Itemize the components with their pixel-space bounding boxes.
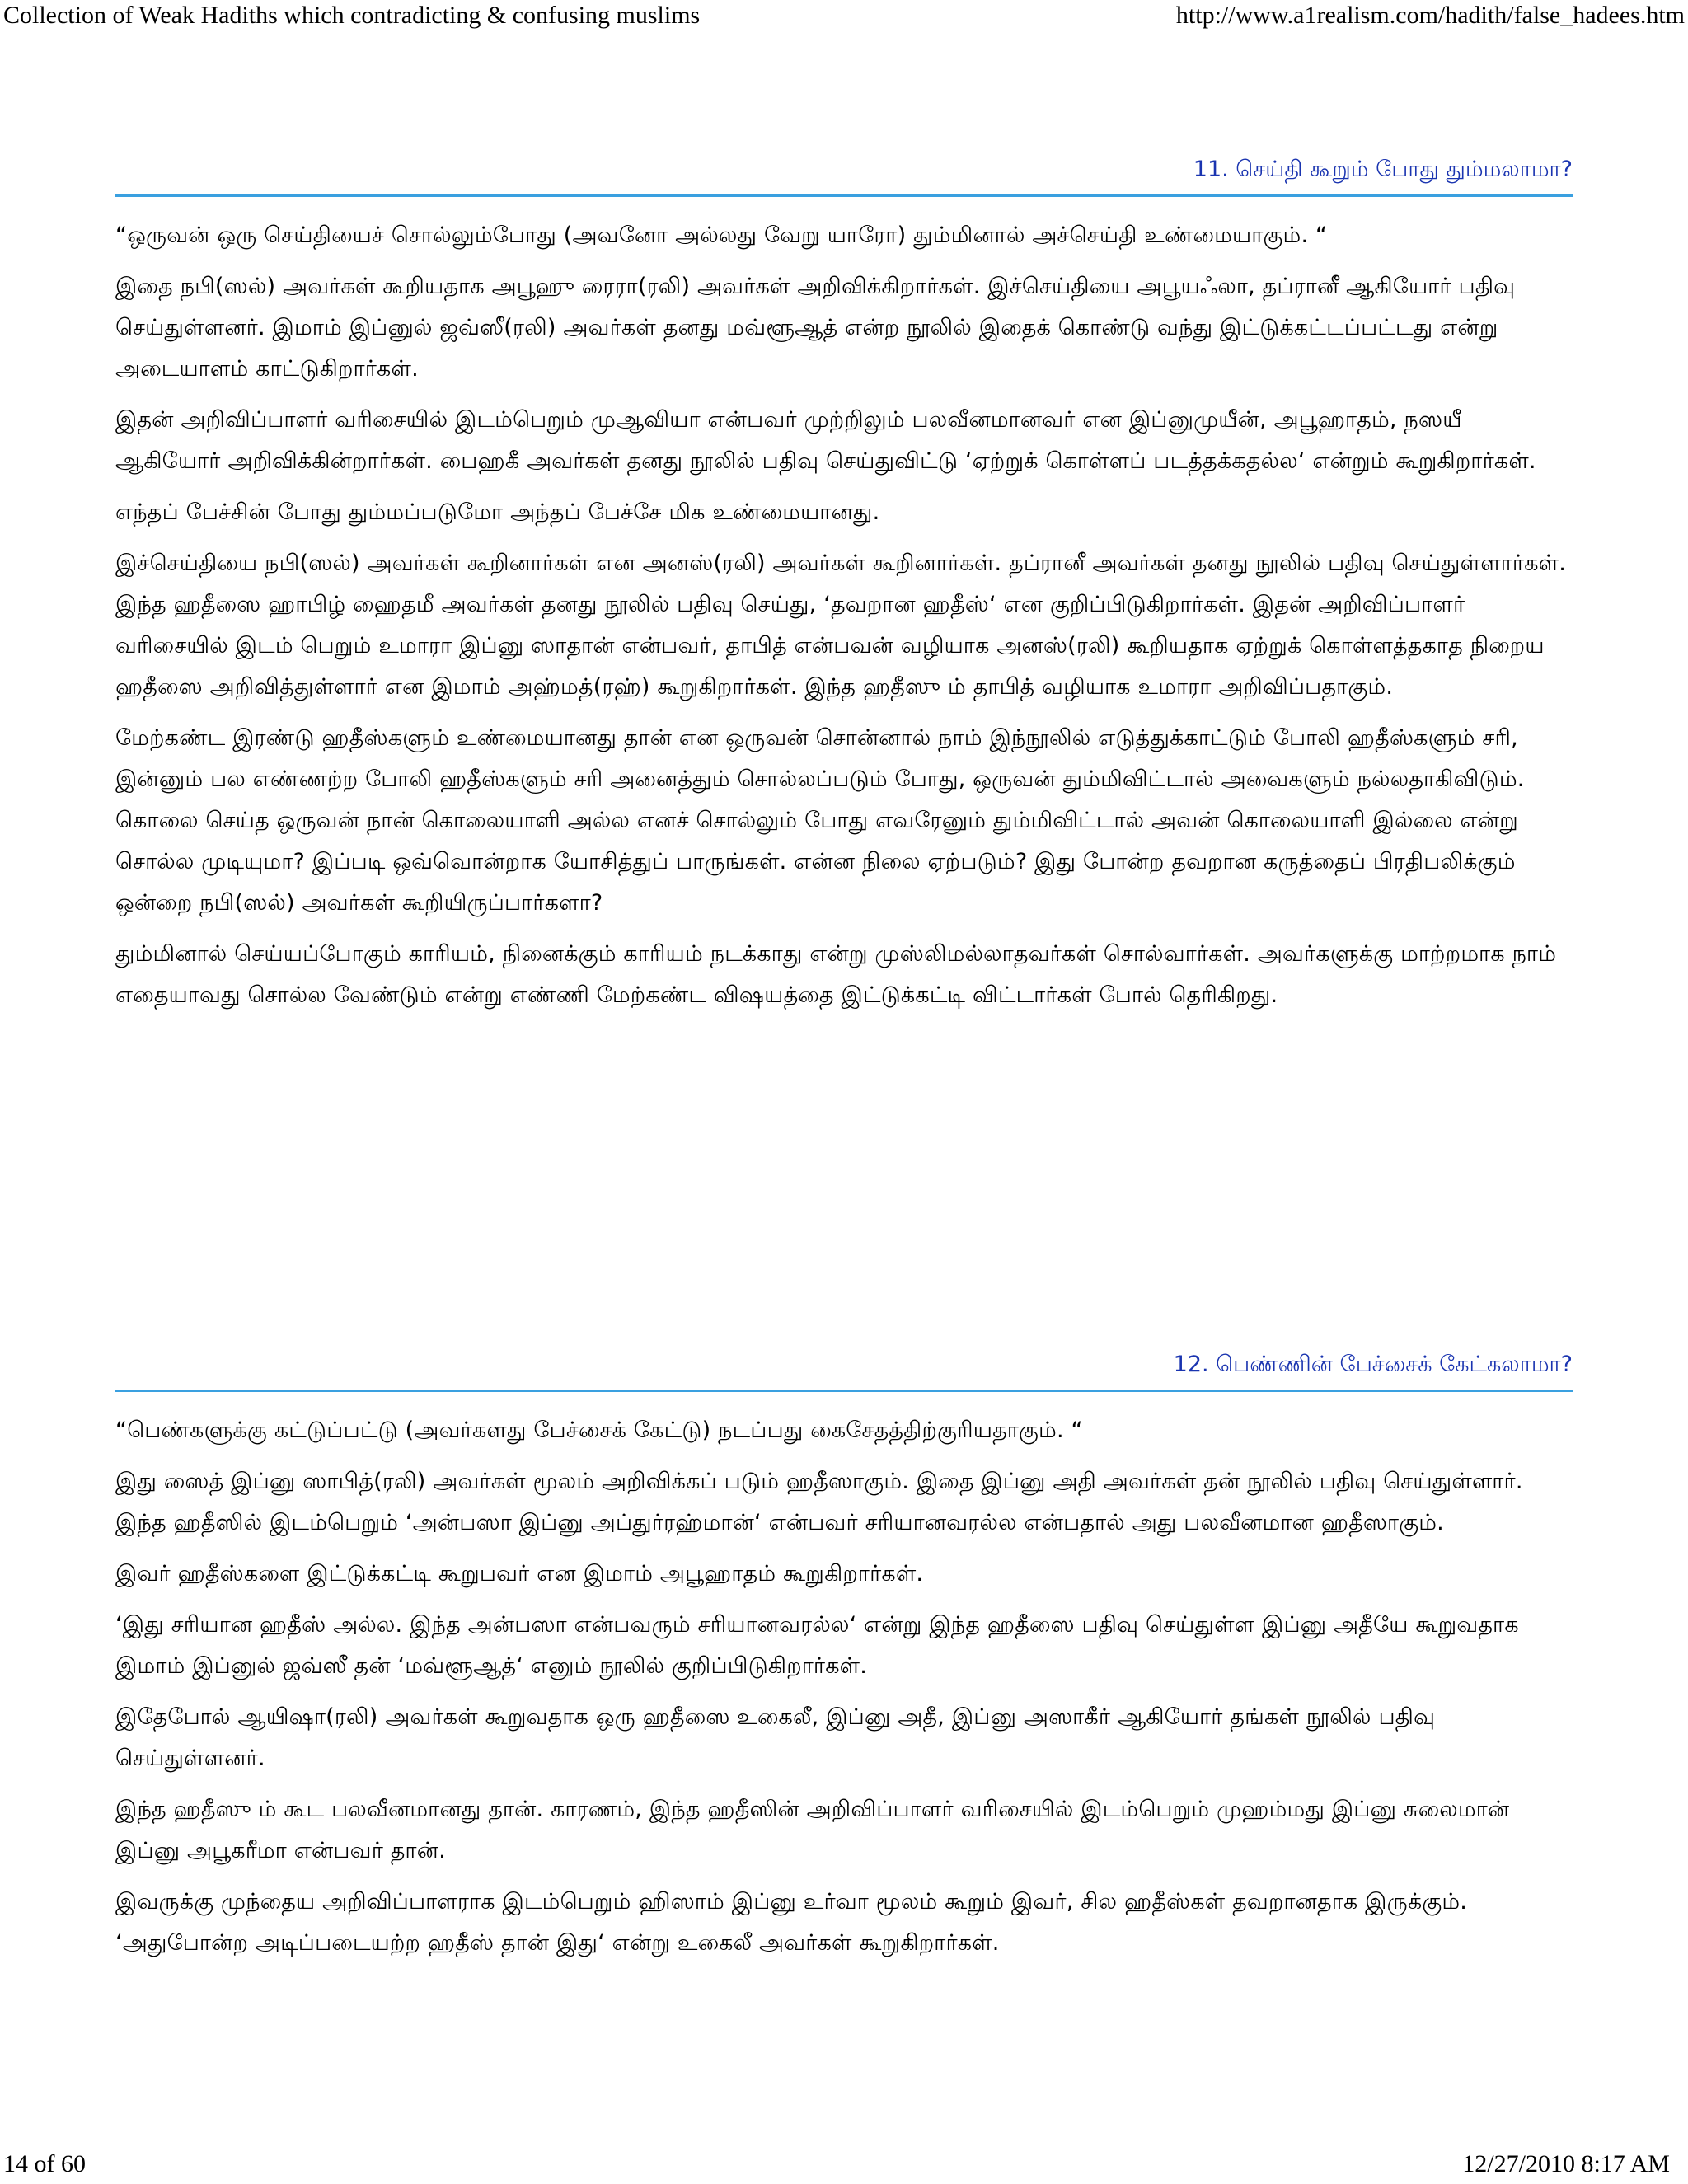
hadith-quote: “பெண்களுக்கு கட்டுப்பட்டு (அவர்களது பேச்சைக் கேட்டு) நடப்பது கைசேதத்திற்குரியதாகும். “ <box>115 1418 1083 1443</box>
print-footer <box>0 2148 1688 2184</box>
page-number: 14 of 60 <box>3 2150 86 2177</box>
section-11 <box>115 153 1573 1026</box>
paragraph: இதேபோல் ஆயிஷா(ரலி) அவர்கள் கூறுவதாக ஒரு ஹதீஸை உகைலீ, இப்னு அதீ, இப்னு அஸாகீர் ஆகியோர் தங்கள் நூலில் பதிவு செய்துள்ளனர். <box>115 1704 1436 1771</box>
paragraph: இவர் ஹதீஸ்களை இட்டுக்கட்டி கூறுபவர் என இமாம் அபூஹாதம் கூறுகிறார்கள். <box>115 1561 924 1586</box>
paragraph: எந்தப் பேச்சின் போது தும்மப்படுமோ அந்தப் பேச்சே மிக உண்மையானது. <box>115 499 880 525</box>
paragraph: தும்மினால் செய்யப்போகும் காரியம், நினைக்கும் காரியம் நடக்காது என்று முஸ்லிமல்லாதவர்கள் சொல்வார்கள். அவர்களுக்கு மாற்றமாக நாம் எதையாவது சொல்ல வேண்டும் என்று எண்ணி மேற்கண்ட விஷயத்தை இட்டுக்கட்டி விட்டார்கள் போல் தெரிகிறது. <box>115 941 1557 1008</box>
section-12 <box>115 1348 1573 1974</box>
print-header-url: http://www.a1realism.com/hadith/false_hadees.htm <box>1175 2 1685 29</box>
paragraph: இதை நபி(ஸல்) அவர்கள் கூறியதாக அபூஹு ரைரா(ரலி) அவர்கள் அறிவிக்கிறார்கள். இச்செய்தியை அபூயஃலா, தப்ரானீ ஆகியோர் பதிவு செய்துள்ளனர். இமாம் இப்னுல் ஜவ்ஸீ(ரலி) அவர்கள் தனது மவ்ளூஆத் என்ற நூலில் இதைக் கொண்டு வந்து இட்டுக்கட்டப்பட்டது என்று அடையாளம் காட்டுகிறார்கள். <box>115 274 1516 382</box>
paragraph: இவருக்கு முந்தைய அறிவிப்பாளராக இடம்பெறும் ஹிஸாம் இப்னு உர்வா மூலம் கூறும் இவர், சில ஹதீஸ்கள் தவறானதாக இருக்கும். ‘அதுபோன்ற அடிப்படையற்ற ஹதீஸ் தான் இது‘ என்று உகைலீ அவர்கள் கூறுகிறார்கள். <box>115 1889 1468 1956</box>
print-datetime: 12/27/2010 8:17 AM <box>1462 2150 1670 2177</box>
hadith-quote: “ஒருவன் ஒரு செய்தியைச் சொல்லும்போது (அவனோ அல்லது வேறு யாரோ) தும்மினால் அச்செய்தி உண்மையாகும். “ <box>115 223 1328 248</box>
paragraph: இது ஸைத் இப்னு ஸாபித்(ரலி) அவர்கள் மூலம் அறிவிக்கப் படும் ஹதீஸாகும். இதை இப்னு அதி அவர்கள் தன் நூலில் பதிவு செய்துள்ளார். இந்த ஹதீஸில் இடம்பெறும் ‘அன்பஸா இப்னு அப்துர்ரஹ்மான்‘ என்பவர் சரியானவரல்ல என்பதால் அது பலவீனமான ஹதீஸாகும். <box>115 1469 1523 1535</box>
print-header-title: Collection of Weak Hadiths which contradicting & confusing muslims <box>3 2 701 29</box>
section-title: 12. பெண்ணின் பேச்சைக் கேட்கலாமா? <box>115 1348 1573 1392</box>
section-title: 11. செய்தி கூறும் போது தும்மலாமா? <box>115 153 1573 197</box>
paragraph: ‘இது சரியான ஹதீஸ் அல்ல. இந்த அன்பஸா என்பவரும் சரியானவரல்ல‘ என்று இந்த ஹதீஸை பதிவு செய்துள்ள இப்னு அதீயே கூறுவதாக இமாம் இப்னுல் ஜவ்ஸீ தன் ‘மவ்ளூஆத்‘ எனும் நூலில் குறிப்பிடுகிறார்கள். <box>115 1612 1519 1679</box>
paragraph: இதன் அறிவிப்பாளர் வரிசையில் இடம்பெறும் முஆவியா என்பவர் முற்றிலும் பலவீனமானவர் என இப்னுமுயீன், அபூஹாதம், நஸயீ ஆகியோர் அறிவிக்கின்றார்கள். பைஹகீ அவர்கள் தனது நூலில் பதிவு செய்துவிட்டு ‘ஏற்றுக் கொள்ளப் படத்தக்கதல்ல‘ என்றும் கூறுகிறார்கள். <box>115 407 1536 474</box>
paragraph: மேற்கண்ட இரண்டு ஹதீஸ்களும் உண்மையானது தான் என ஒருவன் சொன்னால் நாம் இந்நூலில் எடுத்துக்காட்டும் போலி ஹதீஸ்களும் சரி, இன்னும் பல எண்ணற்ற போலி ஹதீஸ்களும் சரி அனைத்தும் சொல்லப்படும் போது, ஒருவன் தும்மிவிட்டால் அவைகளும் நல்லதாகிவிடும். கொலை செய்த ஒருவன் நான் கொலையாளி அல்ல எனச் சொல்லும் போது எவரேனும் தும்மிவிட்டால் அவன் கொலையாளி இல்லை என்று சொல்ல முடியுமா? இப்படி ஒவ்வொன்றாக யோசித்துப் பாருங்கள். என்ன நிலை ஏற்படும்? இது போன்ற தவறான கருத்தைப் பிரதிபலிக்கும் ஒன்றை நபி(ஸல்) அவர்கள் கூறியிருப்பார்களா? <box>115 725 1525 916</box>
paragraph: இச்செய்தியை நபி(ஸல்) அவர்கள் கூறினார்கள் என அனஸ்(ரலி) அவர்கள் கூறினார்கள். தப்ரானீ அவர்கள் தனது நூலில் பதிவு செய்துள்ளார்கள். இந்த ஹதீஸை ஹாபிழ் ஹைதமீ அவர்கள் தனது நூலில் பதிவு செய்து, ‘தவறான ஹதீஸ்‘ என குறிப்பிடுகிறார்கள். இதன் அறிவிப்பாளர் வரிசையில் இடம் பெறும் உமாரா இப்னு ஸாதான் என்பவர், தாபித் என்பவன் வழியாக அனஸ்(ரலி) கூறியதாக ஏற்றுக் கொள்ளத்தகாத நிறைய ஹதீஸை அறிவித்துள்ளார் என இமாம் அஹ்மத்(ரஹ்) கூறுகிறார்கள். இந்த ஹதீஸு ம் தாபித் வழியாக உமாரா அறிவிப்பதாகும். <box>115 551 1567 700</box>
paragraph: இந்த ஹதீஸு ம் கூட பலவீனமானது தான். காரணம், இந்த ஹதீஸின் அறிவிப்பாளர் வரிசையில் இடம்பெறும் முஹம்மது இப்னு சுலைமான் இப்னு அபூகரீமா என்பவர் தான். <box>115 1797 1510 1863</box>
print-header <box>0 0 1688 33</box>
